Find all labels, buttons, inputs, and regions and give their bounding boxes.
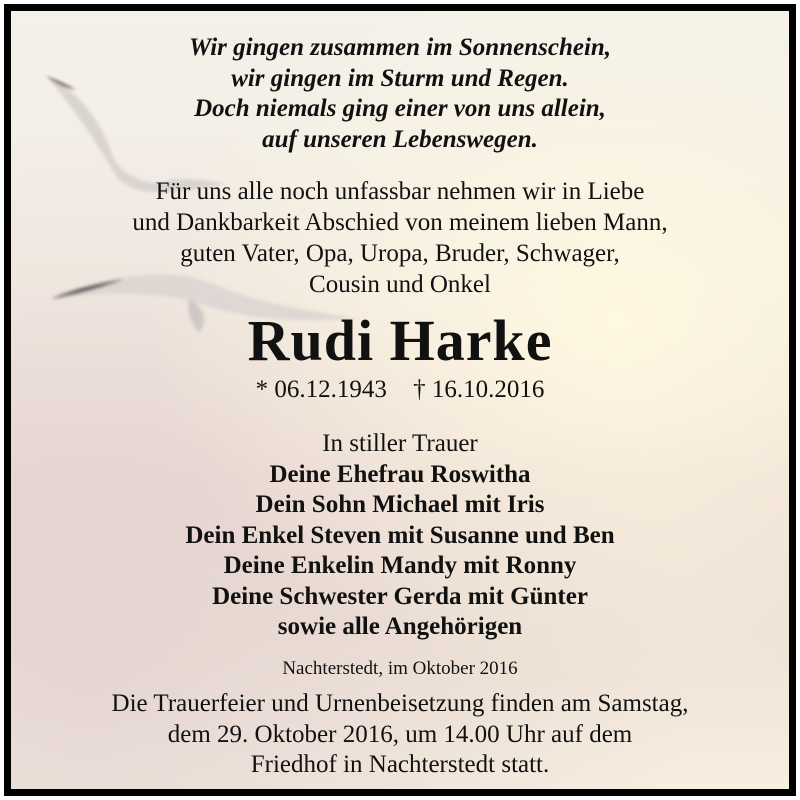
obituary-frame bbox=[4, 4, 796, 796]
funeral-line: Friedhof in Nachterstedt statt. bbox=[250, 751, 550, 778]
intro-line: und Dankbarkeit Abschied von meinem lieben Mann, bbox=[132, 209, 668, 236]
life-dates bbox=[11, 374, 789, 406]
poem bbox=[11, 33, 789, 155]
deceased-name: Rudi Harke bbox=[247, 308, 553, 373]
intro-text bbox=[11, 176, 789, 300]
mourner-line: Deine Schwester Gerda mit Günter bbox=[212, 582, 588, 610]
poem-line: Doch niemals ging einer von uns allein, bbox=[194, 95, 606, 122]
funeral-line: Die Trauerfeier und Urnenbeisetzung finden am Samstag, bbox=[111, 690, 689, 717]
poem-line: auf unseren Lebenswegen. bbox=[262, 125, 538, 153]
mourner-line: Dein Enkel Steven mit Susanne und Ben bbox=[185, 521, 615, 549]
mourning-heading: In stiller Trauer bbox=[322, 430, 478, 457]
intro-line: Für uns alle noch unfassbar nehmen wir in Liebe bbox=[155, 178, 645, 205]
intro-line: guten Vater, Opa, Uropa, Bruder, Schwager, bbox=[180, 240, 620, 267]
mourners-block bbox=[11, 429, 789, 643]
mourner-line: Dein Sohn Michael mit Iris bbox=[255, 491, 545, 518]
funeral-notice bbox=[11, 689, 789, 781]
mourner-line: Deine Ehefrau Roswitha bbox=[269, 460, 531, 488]
intro-line: Cousin und Onkel bbox=[309, 271, 491, 298]
mourner-line: Deine Enkelin Mandy mit Ronny bbox=[223, 552, 577, 579]
mourner-line: sowie alle Angehörigen bbox=[277, 613, 523, 640]
birth-date: * 06.12.1943 bbox=[255, 376, 387, 403]
poem-line: wir gingen im Sturm und Regen. bbox=[231, 64, 569, 92]
place-date: Nachterstedt, im Oktober 2016 bbox=[282, 658, 518, 679]
poem-line: Wir gingen zusammen im Sonnenschein, bbox=[188, 34, 612, 61]
death-date: † 16.10.2016 bbox=[413, 376, 545, 403]
funeral-line: dem 29. Oktober 2016, um 14.00 Uhr auf dem bbox=[167, 720, 633, 748]
